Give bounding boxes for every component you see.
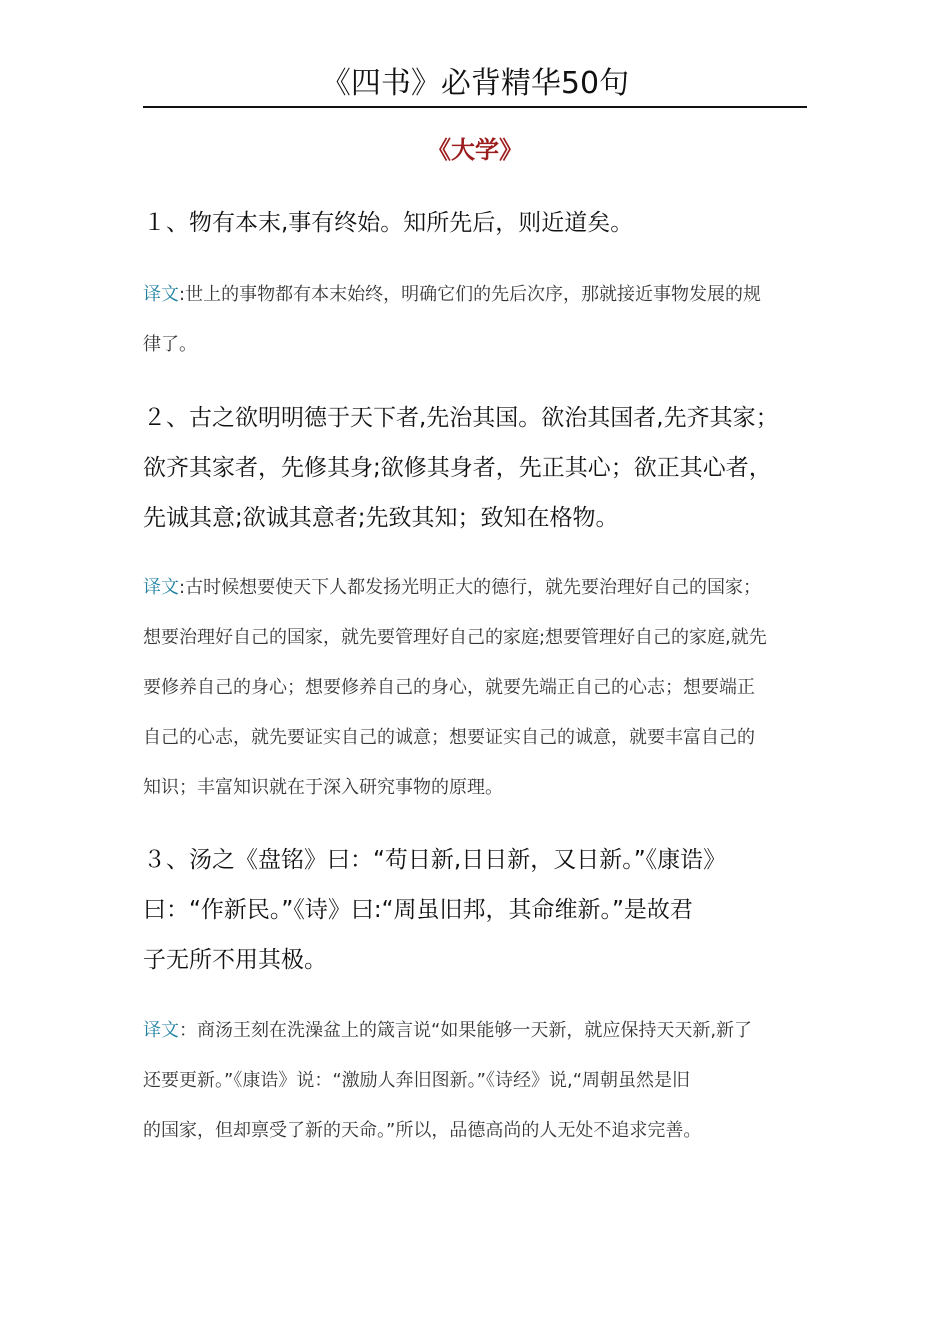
translation-label: 译文 (143, 1020, 179, 1041)
translation-line: 要修养自己的身心；想要修养自己的身心，就要先端正自己的心志；想要端正 (143, 677, 755, 698)
quote-line: 欲齐其家者，先修其身;欲修其身者，先正其心；欲正其心者， (143, 455, 772, 481)
section-heading: 《大学》 (427, 136, 523, 164)
quote-1 (143, 198, 807, 248)
quote-line: 先诚其意;欲诚其意者;先致其知；致知在格物。 (143, 505, 619, 531)
translation-line: 知识；丰富知识就在于深入研究事物的原理。 (143, 777, 503, 798)
translation-line: 律了。 (143, 334, 197, 355)
translation-line (143, 1006, 807, 1056)
translation-2 (143, 563, 807, 813)
translation-line: 自己的心志，就先要证实自己的诚意；想要证实自己的诚意，就要丰富自己的 (143, 727, 755, 748)
quote-line: 子无所不用其极。 (143, 947, 327, 973)
quote-line: ２、古之欲明明德于天下者,先治其国。欲治其国者,先齐其家； (143, 405, 779, 431)
translation-text: :世上的事物都有本末始终，明确它们的先后次序，那就接近事物发展的规 (179, 284, 762, 305)
quote-line: １、物有本末,事有终始。知所先后，则近道矣。 (143, 210, 634, 236)
translation-line (143, 270, 807, 320)
translation-label: 译文 (143, 577, 179, 598)
title-divider (143, 106, 807, 108)
quote-3 (143, 835, 807, 985)
page-title: 《四书》必背精华50句 (320, 66, 630, 101)
translation-text: :古时候想要使天下人都发扬光明正大的德行，就先要治理好自己的国家； (179, 577, 762, 598)
translation-line: 的国家，但却禀受了新的天命。”所以，品德高尚的人无处不追求完善。 (143, 1120, 702, 1141)
quote-line: ３、汤之《盘铭》曰：“苟日新,日日新，又日新。”《康诰》 (143, 847, 727, 873)
translation-line (143, 563, 807, 613)
quote-line: 曰：“作新民。”《诗》曰:“周虽旧邦，其命维新。”是故君 (143, 897, 693, 923)
translation-label: 译文 (143, 284, 179, 305)
translation-line: 还要更新。”《康诰》说：“激励人奔旧图新。”《诗经》说,“周朝虽然是旧 (143, 1070, 691, 1091)
translation-1 (143, 270, 807, 370)
translation-3 (143, 1006, 807, 1156)
translation-line: 想要治理好自己的国家，就先要管理好自己的家庭;想要管理好自己的家庭,就先 (143, 627, 767, 648)
translation-text: ：商汤王刻在洗澡盆上的箴言说“如果能够一天新，就应保持天天新,新了 (179, 1020, 753, 1041)
quote-2 (143, 393, 807, 543)
